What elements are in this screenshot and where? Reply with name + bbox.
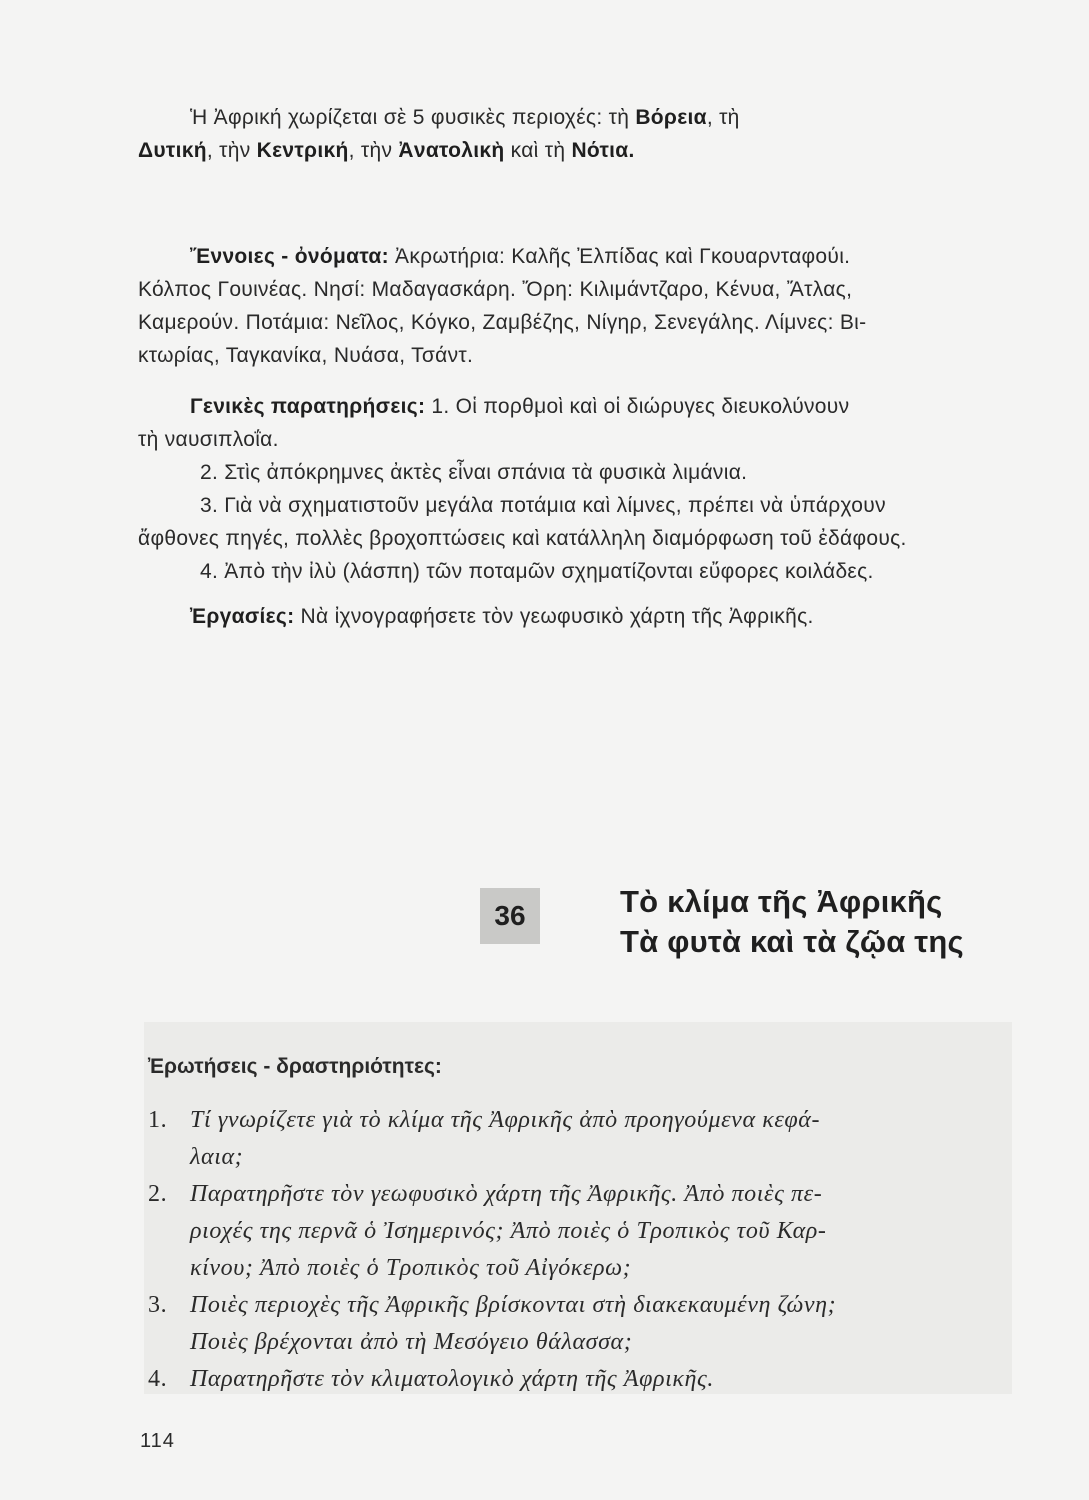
question-text: Τί γνωρίζετε γιὰ τὸ κλίμα τῆς Ἀφρικῆς ἀπὸ προηγούμενα κεφά- bbox=[190, 1107, 821, 1133]
question-number: 1. bbox=[148, 1107, 168, 1133]
question-line bbox=[148, 1176, 1008, 1213]
region-north: Βόρεια bbox=[635, 106, 707, 129]
question-line bbox=[148, 1324, 1008, 1361]
question-text: Ποιὲς βρέχονται ἀπὸ τὴ Μεσόγειο θάλασσα; bbox=[190, 1329, 633, 1355]
question-line bbox=[148, 1287, 1008, 1324]
concepts-line-1 bbox=[138, 240, 998, 273]
general-line-1 bbox=[138, 390, 998, 423]
tasks-line bbox=[138, 600, 998, 633]
general-item-2: 2. Στὶς ἀπόκρημνες ἀκτὲς εἶναι σπάνια τὰ φυσικὰ λιμάνια. bbox=[200, 461, 748, 484]
tasks-paragraph bbox=[138, 600, 998, 633]
question-item bbox=[148, 1287, 1008, 1361]
question-line bbox=[148, 1250, 1008, 1287]
question-line bbox=[148, 1361, 1008, 1398]
question-line bbox=[148, 1102, 1008, 1139]
lesson-title-line-2: Τὰ φυτὰ καὶ τὰ ζῷα της bbox=[620, 924, 964, 959]
question-text: ριοχές της περνᾶ ὁ Ἰσημερινός; Ἀπὸ ποιὲς ὁ Τροπικὸς τοῦ Καρ- bbox=[190, 1218, 827, 1244]
intro-text: Ἡ Ἀφρική χωρίζεται σὲ 5 φυσικὲς περιοχές: τὴ bbox=[190, 106, 636, 129]
lesson-title-line-1: Τὸ κλίμα τῆς Ἀφρικῆς bbox=[620, 884, 943, 919]
tasks-text: Νὰ ἰχνογραφήσετε τὸν γεωφυσικὸ χάρτη τῆς Ἀφρικῆς. bbox=[294, 605, 814, 628]
question-text: κίνου; Ἀπὸ ποιὲς ὁ Τροπικὸς τοῦ Αἰγόκερω; bbox=[190, 1255, 632, 1281]
question-item bbox=[148, 1176, 1008, 1287]
concepts-label: Ἔννοιες - ὀνόματα: bbox=[190, 245, 389, 268]
question-item bbox=[148, 1361, 1008, 1398]
concepts-line-4: κτωρίας, Ταγκανίκα, Νυάσα, Τσάντ. bbox=[138, 344, 474, 367]
intro-text: , τὴν bbox=[348, 139, 399, 162]
question-number: 4. bbox=[148, 1366, 168, 1392]
intro-text: , τὴν bbox=[206, 139, 257, 162]
concepts-paragraph bbox=[138, 240, 998, 372]
question-text: Ποιὲς περιοχὲς τῆς Ἀφρικῆς βρίσκονται στὴ διακεκαυμένη ζώνη; bbox=[190, 1292, 837, 1318]
question-text: Παρατηρῆστε τὸν κλιματολογικὸ χάρτη τῆς Ἀφρικῆς. bbox=[190, 1366, 714, 1392]
tasks-label: Ἐργασίες: bbox=[190, 605, 295, 628]
intro-text: καὶ τὴ bbox=[504, 139, 572, 162]
region-east: Ἀνατολικὴ bbox=[398, 139, 505, 162]
page-number: 114 bbox=[140, 1430, 175, 1452]
intro-paragraph bbox=[138, 101, 998, 167]
general-item-4: 4. Ἀπὸ τὴν ἰλὺ (λάσπη) τῶν ποταμῶν σχηματίζονται εὔφορες κοιλάδες. bbox=[200, 560, 874, 583]
question-line bbox=[148, 1213, 1008, 1250]
general-item-3: 3. Γιὰ νὰ σχηματιστοῦν μεγάλα ποτάμια καὶ λίμνες, πρέπει νὰ ὑπάρχουν bbox=[200, 494, 886, 517]
region-south: Νότια. bbox=[571, 139, 635, 162]
lesson-number-badge: 36 bbox=[480, 888, 540, 944]
questions-heading: Ἐρωτήσεις - δραστηριότητες: bbox=[148, 1055, 442, 1078]
question-item bbox=[148, 1102, 1008, 1176]
intro-line-2 bbox=[138, 134, 998, 167]
concepts-line-3: Καμερούν. Ποτάμια: Νεῖλος, Κόγκο, Ζαμβέζης, Νίγηρ, Σενεγάλης. Λίμνες: Βι- bbox=[138, 311, 867, 334]
general-text: 1. Οἱ πορθμοὶ καὶ οἱ διώρυγες διευκολύνουν bbox=[425, 395, 850, 418]
region-central: Κεντρική bbox=[256, 139, 349, 162]
concepts-line-2: Κόλπος Γουινέας. Νησί: Μαδαγασκάρη. Ὄρη: Κιλιμάντζαρο, Κένυα, Ἄτλας, bbox=[138, 278, 853, 301]
general-line-2: τὴ ναυσιπλοΐα. bbox=[138, 428, 279, 451]
question-line bbox=[148, 1139, 1008, 1176]
general-item-3-cont: ἄφθονες πηγές, πολλὲς βροχοπτώσεις καὶ κατάλληλη διαμόρφωση τοῦ ἐδάφους. bbox=[138, 527, 907, 550]
questions-list bbox=[148, 1102, 1008, 1398]
general-observations bbox=[138, 390, 998, 588]
question-text: Παρατηρῆστε τὸν γεωφυσικὸ χάρτη τῆς Ἀφρικῆς. Ἀπὸ ποιὲς πε- bbox=[190, 1181, 823, 1207]
intro-line-1 bbox=[138, 101, 998, 134]
general-label: Γενικὲς παρατηρήσεις: bbox=[190, 395, 426, 418]
concepts-text: Ἀκρωτήρια: Καλῆς Ἐλπίδας καὶ Γκουαρνταφούι. bbox=[388, 245, 851, 268]
question-number: 3. bbox=[148, 1292, 168, 1318]
question-number: 2. bbox=[148, 1181, 168, 1207]
lesson-header bbox=[480, 884, 1040, 974]
region-west: Δυτική bbox=[138, 139, 207, 162]
question-text: λαια; bbox=[190, 1144, 244, 1170]
intro-text: , τὴ bbox=[706, 106, 740, 129]
